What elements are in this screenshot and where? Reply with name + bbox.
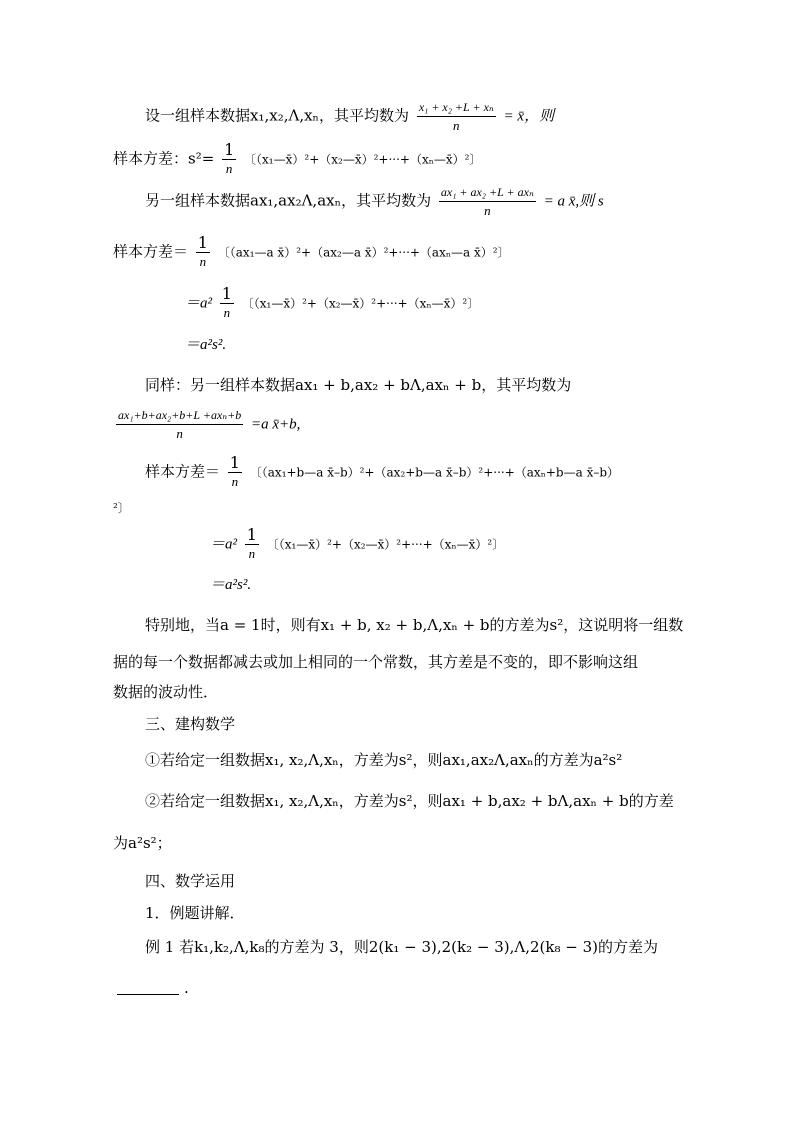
fraction-denominator: n: [248, 546, 256, 561]
line-5-tail: 〔（x₁—x̄）²+（x₂—x̄）²+···+（xₙ—x̄）²〕: [241, 296, 480, 311]
line-2-tail: 〔（x₁—x̄）²+（x₂—x̄）²+···+（xₙ—x̄）²〕: [244, 152, 482, 167]
paragraph-line-1: [145, 100, 554, 133]
answer-blank: [117, 994, 179, 995]
line-11-text: ＝a²: [210, 536, 237, 553]
fraction-numerator: 1: [246, 525, 257, 544]
line-2-text: 样本方差：s²=: [113, 149, 215, 168]
fraction-denominator: n: [176, 426, 183, 441]
fraction-denominator: n: [199, 254, 207, 269]
fraction-numerator: 1: [229, 453, 240, 472]
fraction-denominator: n: [484, 203, 491, 218]
fraction-denominator: n: [223, 305, 231, 320]
paragraph-line-6: ＝a²s².: [185, 337, 227, 353]
line-4-text: 样本方差＝: [113, 242, 189, 261]
fraction-numerator: 1: [224, 140, 235, 159]
paragraph-line-4: [113, 233, 510, 269]
paragraph-line-5: [185, 284, 480, 320]
fraction-denominator: n: [453, 118, 460, 133]
line-9-text: 样本方差＝: [145, 462, 221, 481]
fraction-numerator: 1: [197, 233, 208, 252]
line-1-text: 设一组样本数据x₁,x₂,Λ,xₙ，其平均数为: [145, 106, 410, 125]
line-4-tail: 〔（ax₁—a x̄）²+（ax₂—a x̄）²+···+（axₙ—a x̄）²〕: [217, 245, 510, 260]
paragraph-line-8: [113, 408, 300, 441]
line-3-tail: = a x̄,则 s: [543, 193, 604, 210]
line-8-tail: =a x̄+b,: [251, 416, 301, 433]
one-over-n-fraction: [228, 453, 242, 489]
fraction-numerator: x₁ + x₂ +L + xₙ: [417, 100, 496, 117]
paragraph-line-3: [145, 185, 604, 218]
line-3-text: 另一组样本数据ax₁,ax₂Λ,axₙ，其平均数为: [145, 191, 432, 210]
paragraph-line-9: [145, 453, 620, 489]
answer-period: .: [184, 979, 189, 997]
fraction-denominator: n: [231, 474, 239, 489]
line-5-text: ＝a²: [185, 295, 212, 312]
subsection-example-heading: 1．例题讲解．: [145, 904, 245, 922]
paragraph-line-11: [210, 525, 505, 561]
paragraph-line-13: 特别地，当a = 1时，则有x₁ + b, x₂ + b,Λ,xₙ + b的方差为s²，这说明将一组数: [145, 616, 684, 634]
one-over-n-fraction: [196, 233, 210, 269]
paragraph-line-14: 据的每一个数据都减去或加上相同的一个常数，其方差是不变的，即不影响这组: [113, 653, 639, 671]
paragraph-line-10: ²〕: [113, 501, 130, 515]
line-9-tail: 〔（ax₁+b—a x̄–b）²+（ax₂+b—a x̄–b）²+···+（axₙ+b—a x̄–b）: [249, 465, 620, 480]
one-over-n-fraction: [220, 284, 234, 320]
mean-fraction-3: [116, 408, 243, 441]
one-over-n-fraction: [222, 140, 236, 176]
fraction-numerator: 1: [221, 284, 232, 303]
fraction-numerator: ax₁ + ax₂ +L + axₙ: [439, 185, 536, 202]
paragraph-line-19: 为a²s²；: [113, 834, 172, 852]
fraction-numerator: ax₁+b+ax₂+b+L +axₙ+b: [116, 408, 243, 425]
section-heading-application: 四、数学运用: [145, 872, 236, 890]
fraction-denominator: n: [225, 161, 233, 176]
mean-fraction-1: [417, 100, 496, 133]
one-over-n-fraction: [245, 525, 259, 561]
mean-fraction-2: [439, 185, 536, 218]
rule-item-2: ②若给定一组数据x₁, x₂,Λ,xₙ，方差为s²，则ax₁ + b,ax₂ + bΛ,axₙ + b的方差: [145, 792, 674, 810]
paragraph-line-15: 数据的波动性．: [113, 683, 219, 701]
paragraph-line-12: ＝a²s².: [210, 577, 252, 593]
paragraph-line-7: 同样：另一组样本数据ax₁ + b,ax₂ + bΛ,axₙ + b，其平均数为: [145, 376, 572, 394]
line-1-tail: = x̄，则: [503, 108, 555, 125]
paragraph-line-2: [113, 140, 482, 176]
section-heading-construct: 三、建构数学: [145, 715, 236, 733]
line-11-tail: 〔（x₁—x̄）²+（x₂—x̄）²+···+（xₙ—x̄）²〕: [266, 537, 505, 552]
rule-item-1: ①若给定一组数据x₁, x₂,Λ,xₙ，方差为s²，则ax₁,ax₂Λ,axₙ的方差为a²s²: [145, 751, 623, 769]
example-1-question: 例 1 若k₁,k₂,Λ,k₈的方差为 3，则2(k₁ − 3),2(k₂ − 3),Λ,2(k₈ − 3)的方差为: [145, 938, 658, 956]
